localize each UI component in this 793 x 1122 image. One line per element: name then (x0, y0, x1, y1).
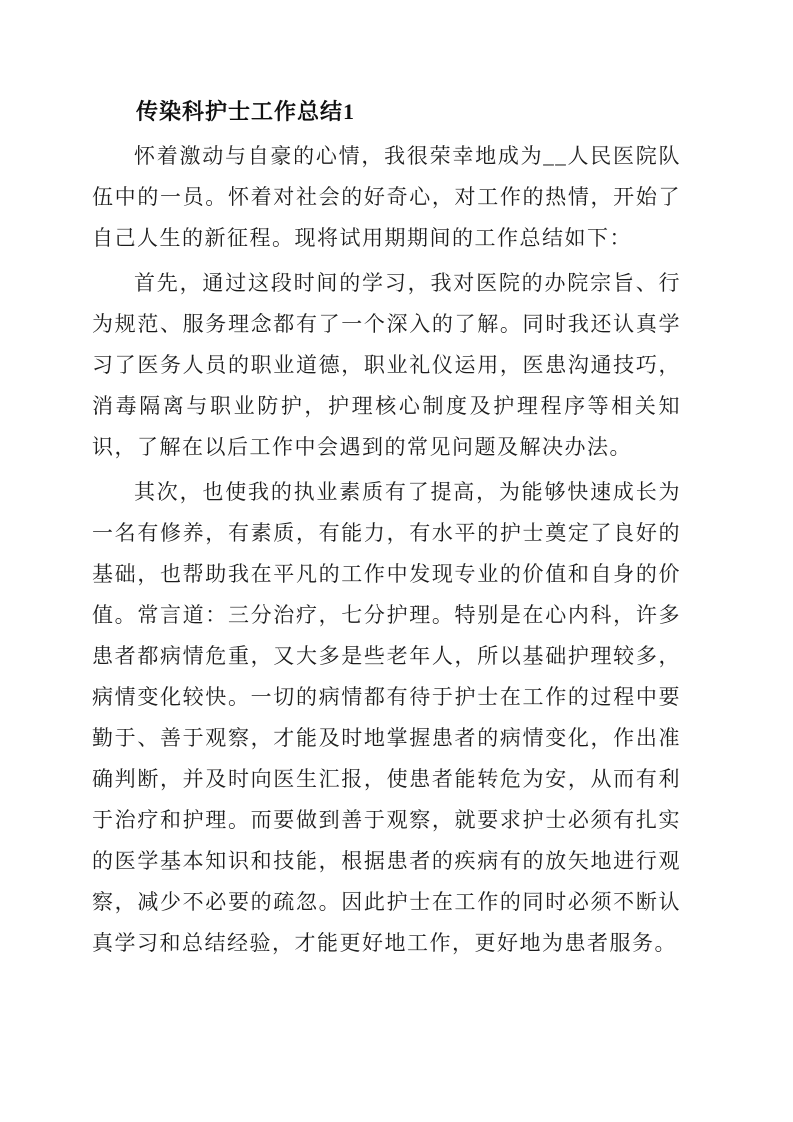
paragraph-intro: 怀着激动与自豪的心情，我很荣幸地成为__人民医院队伍中的一员。怀着对社会的好奇心，对工作的热情，开始了自己人生的新征程。现将试用期期间的工作总结如下： (92, 144, 681, 250)
document-title: 传染科护士工作总结1 (136, 99, 356, 124)
paragraph-second-point: 其次，也使我的执业素质有了提高，为能够快速成长为一名有修养，有素质，有能力，有水平的护士奠定了良好的基础，也帮助我在平凡的工作中发现专业的价值和自身的价值。常言道：三分治疗，七分护理。特别是在心内科，许多患者都病情危重，又大多是些老年人，所以基础护理较多，病情变化较快。一切的病情都有待于护士在工作的过程中要勤于、善于观察，才能及时地掌握患者的病情变化，作出准确判断，并及时向医生汇报，使患者能转危为安，从而有利于治疗和护理。而要做到善于观察，就要求护士必须有扎实的医学基本知识和技能，根据患者的疾病有的放矢地进行观察，减少不必要的疏忽。因此护士在工作的同时必须不断认真学习和总结经验，才能更好地工作，更好地为患者服务。 (92, 480, 681, 955)
paragraph-first-point: 首先，通过这段时间的学习，我对医院的办院宗旨、行为规范、服务理念都有了一个深入的了解。同时我还认真学习了医务人员的职业道德，职业礼仪运用，医患沟通技巧，消毒隔离与职业防护，护理核心制度及护理程序等相关知识，了解在以后工作中会遇到的常见问题及解决办法。 (92, 271, 681, 459)
